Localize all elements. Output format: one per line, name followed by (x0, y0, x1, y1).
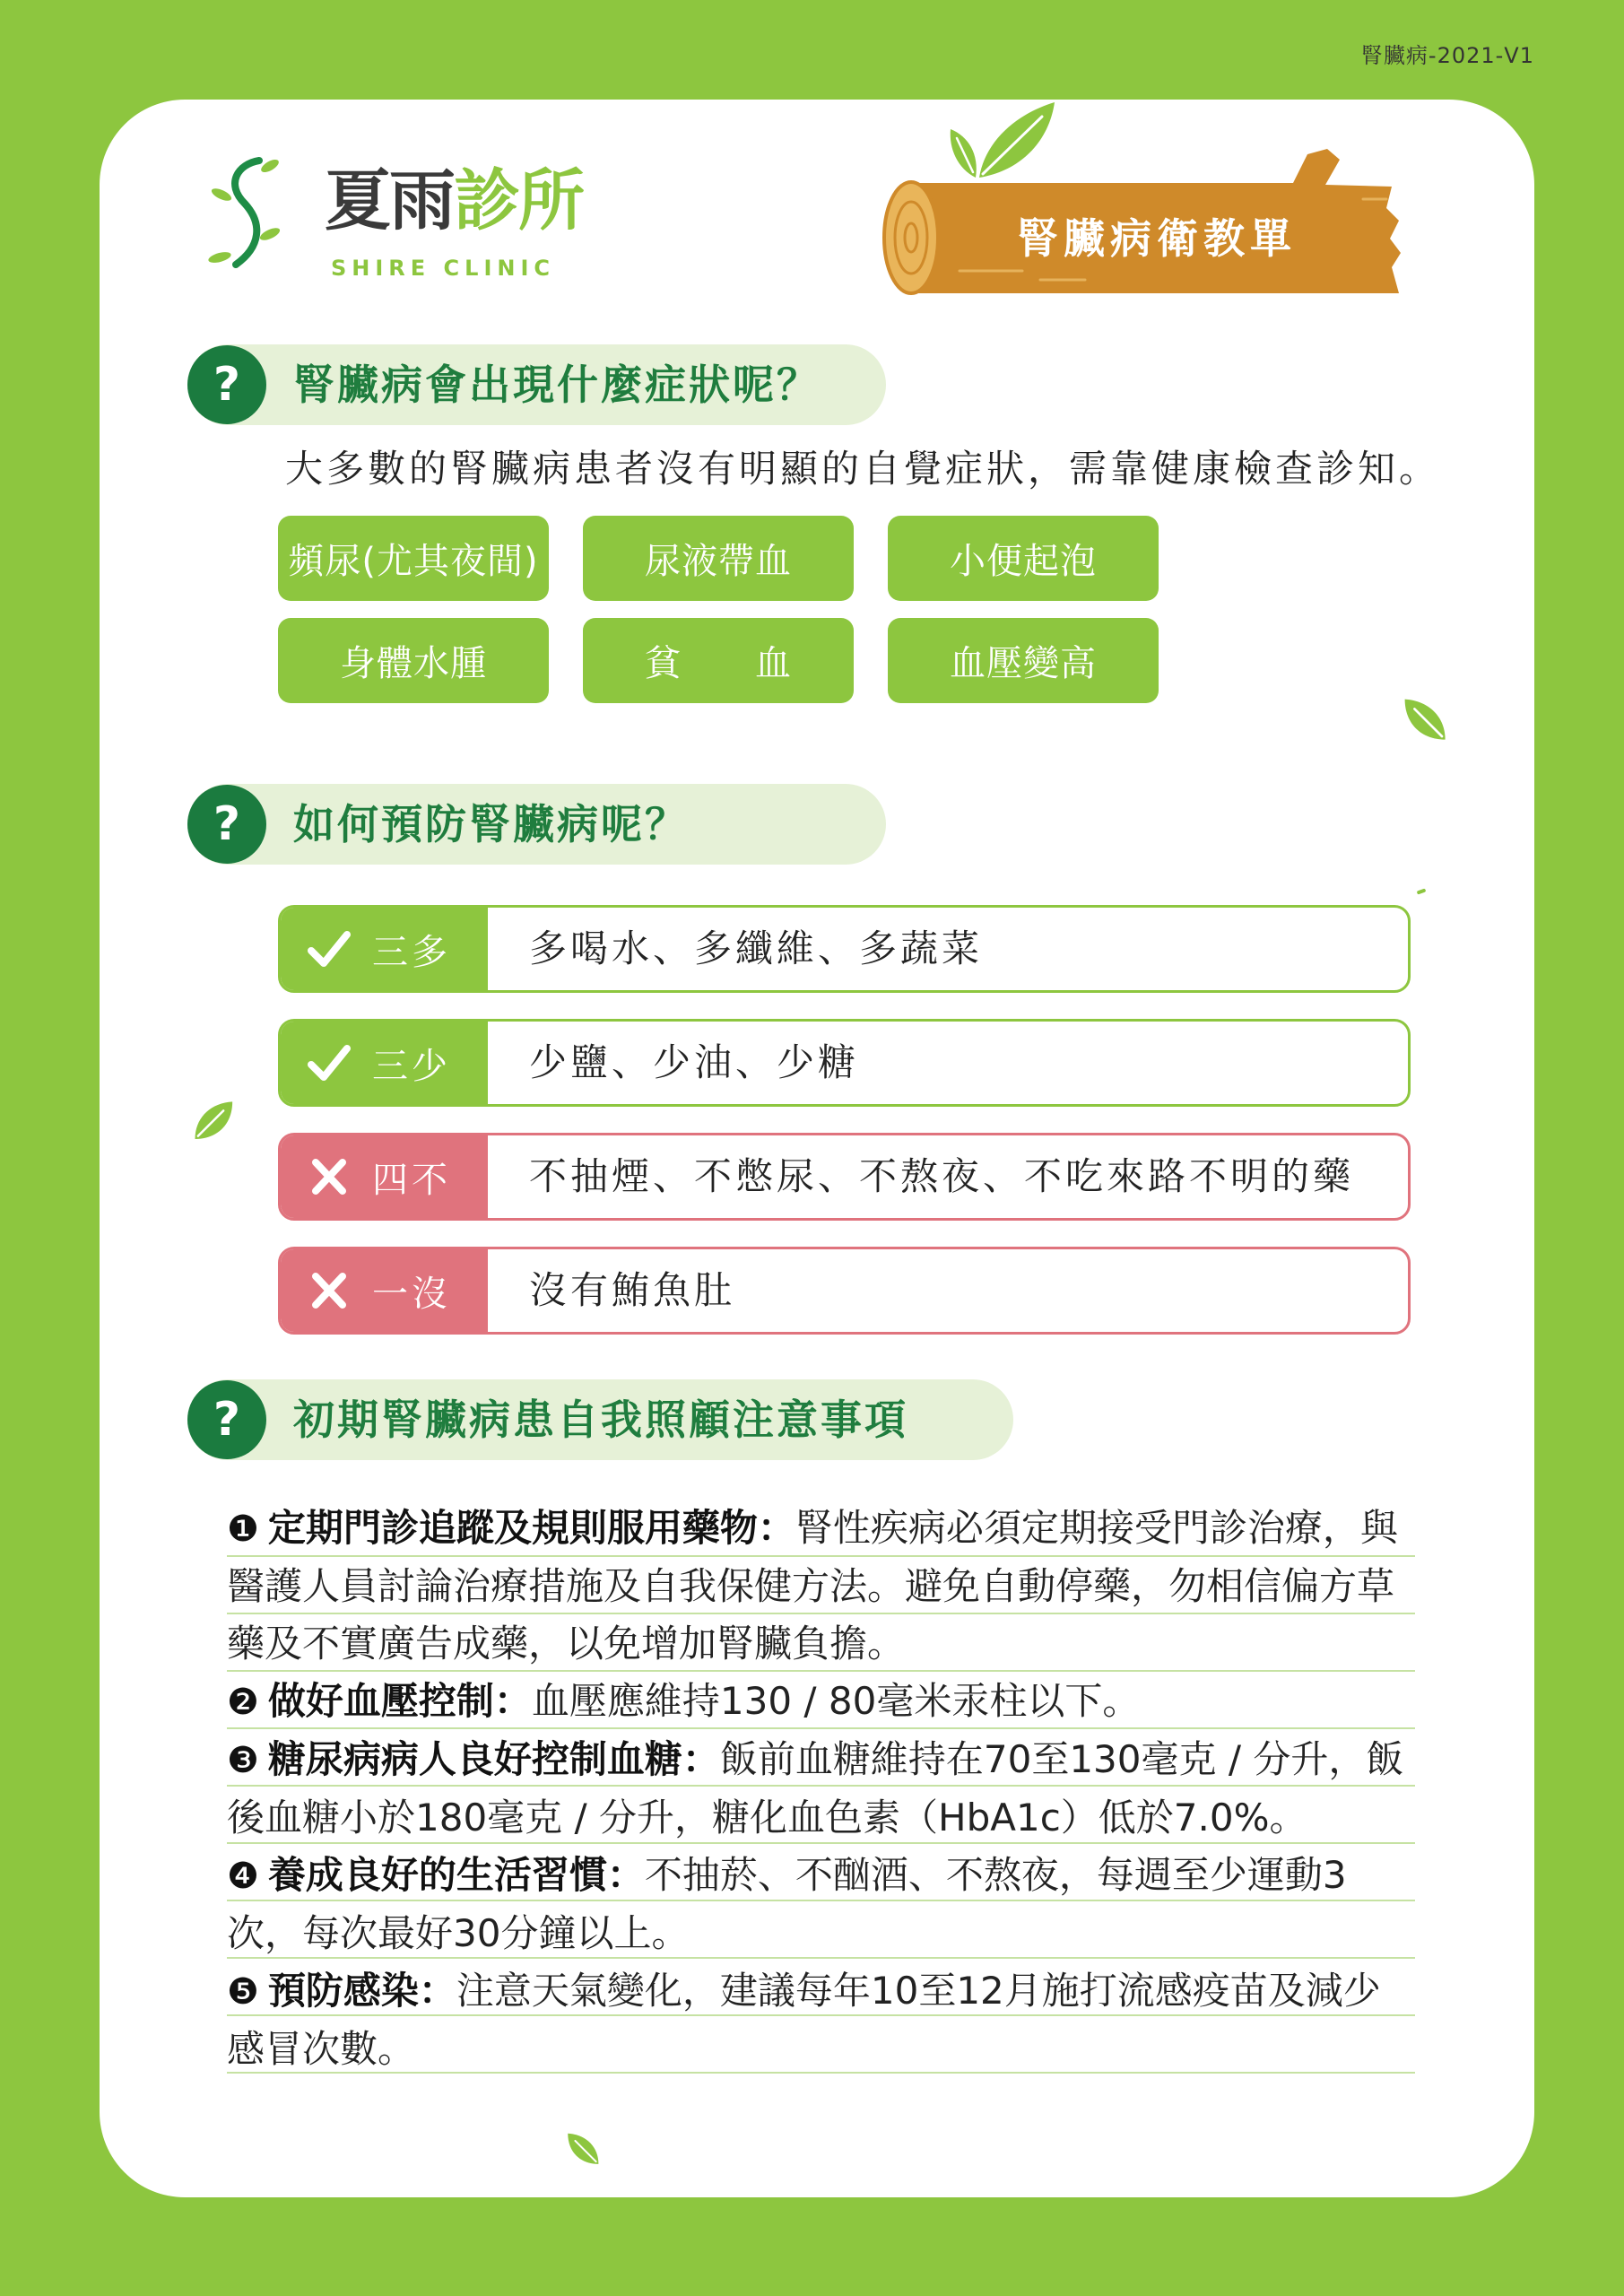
symptom-chip: 頻尿(尤其夜間) (278, 516, 549, 601)
list-item (227, 1847, 1415, 1962)
question-badge-icon: ? (187, 785, 266, 864)
rule-label: 三少 (372, 1045, 451, 1087)
item-title: 做好血壓控制： (267, 1679, 532, 1723)
clinic-name-green: 診所 (454, 162, 583, 239)
rule-label-box (281, 908, 488, 990)
rule-text: 少鹽、少油、少糖 (529, 1040, 860, 1084)
list-item (227, 1731, 1415, 1847)
symptoms-intro: 大多數的腎臟病患者沒有明顯的自覺症狀，需靠健康檢查診知。 (285, 447, 1441, 491)
question-badge-icon: ? (187, 1380, 266, 1459)
symptom-chip: 小便起泡 (888, 516, 1159, 601)
item-text: 血壓應維持130 / 80毫米汞柱以下。 (531, 1679, 1141, 1723)
cross-icon (304, 1265, 354, 1316)
prevention-rules (278, 905, 1411, 1335)
rule-row (278, 905, 1411, 993)
symptom-grid (278, 516, 1159, 703)
list-item (227, 1962, 1415, 2078)
clinic-english-name: SHIRE CLINIC (331, 256, 555, 281)
rule-label-box (281, 1249, 488, 1332)
banner-title: 腎臟病衛教單 (1017, 214, 1297, 263)
rule-label-box (281, 1135, 488, 1218)
section-title: 初期腎臟病患自我照顧注意事項 (293, 1396, 908, 1444)
cross-icon (304, 1152, 354, 1202)
rule-label: 四不 (372, 1159, 451, 1201)
item-title: 糖尿病病人良好控制血糖： (267, 1737, 720, 1781)
check-icon (304, 1038, 354, 1088)
item-number: ❶ (227, 1509, 259, 1550)
list-item (227, 1673, 1415, 1731)
item-title: 定期門診追蹤及規則服用藥物： (267, 1506, 795, 1550)
list-item (227, 1500, 1415, 1673)
check-icon (304, 924, 354, 974)
document-code: 腎臟病-2021-V1 (1360, 43, 1534, 68)
symptom-chip: 身體水腫 (278, 618, 549, 703)
item-text: 飯前血糖維持在70至130毫克 / 分升，飯後血糖小於180毫克 / 分升，糖化血色素（HbA1c）低於7.0%。 (227, 1737, 1404, 1839)
rule-text: 多喝水、多纖維、多蔬菜 (529, 926, 984, 970)
section-title: 如何預防腎臟病呢？ (293, 800, 689, 848)
item-number: ❹ (227, 1856, 259, 1897)
symptom-chip: 貧 血 (583, 618, 854, 703)
leaf-icon (564, 2131, 604, 2168)
clinic-name-dark: 夏雨 (325, 162, 454, 239)
section-heading-symptoms (187, 344, 886, 425)
log-banner-graphic (879, 90, 1417, 300)
rule-row (278, 1019, 1411, 1107)
question-badge-icon: ? (187, 345, 266, 424)
clinic-name (325, 163, 583, 239)
item-text: 注意天氣變化，建議每年10至12月施打流感疫苗及減少感冒次數。 (227, 1969, 1381, 2071)
item-text: 腎性疾病必須定期接受門診治療，與醫護人員討論治療措施及自我保健方法。避免自動停藥，勿相信偏方草藥及不實廣告成藥，以免增加腎臟負擔。 (227, 1506, 1398, 1665)
rule-text: 不抽煙、不憋尿、不熬夜、不吃來路不明的藥 (529, 1154, 1355, 1198)
rule-label: 一沒 (372, 1273, 451, 1315)
rule-row (278, 1247, 1411, 1335)
item-number: ❸ (227, 1740, 259, 1781)
item-text: 不抽菸、不酗酒、不熬夜，每週至少運動3次，每次最好30分鐘以上。 (227, 1853, 1347, 1955)
item-number: ❷ (227, 1682, 259, 1723)
section-title: 腎臟病會出現什麼症狀呢？ (293, 361, 821, 409)
section-heading-selfcare (187, 1379, 1013, 1460)
symptom-chip: 尿液帶血 (583, 516, 854, 601)
rule-row (278, 1133, 1411, 1221)
rule-text: 沒有鮪魚肚 (529, 1268, 736, 1312)
leaf-icon (187, 1099, 239, 1144)
rule-label: 三多 (372, 931, 451, 973)
item-title: 養成良好的生活習慣： (267, 1853, 645, 1897)
item-title: 預防感染： (267, 1969, 456, 2013)
vine-logo-icon (205, 153, 286, 271)
symptom-chip: 血壓變高 (888, 618, 1159, 703)
section-heading-prevention (187, 784, 886, 865)
item-number: ❺ (227, 1971, 259, 2013)
selfcare-list (227, 1500, 1415, 2078)
rule-label-box (281, 1022, 488, 1104)
leaf-icon (1402, 696, 1450, 744)
